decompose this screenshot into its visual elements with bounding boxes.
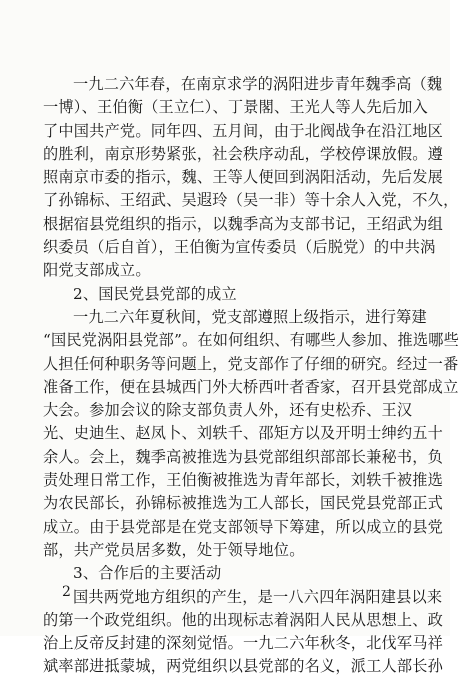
text-line: 的第一个政党组织。他的出现标志着涡阳人民从思想上、政 (43, 610, 444, 629)
text-line: 了孙锦标、王绍武、吴遐玲（吴一非）等十余人入党，不久， (43, 191, 459, 210)
text-line: 阳党支部成立。 (43, 261, 151, 280)
text-line: 织委员（后自首），王伯衡为宣传委员（后脱党）的中共涡 (43, 238, 436, 257)
text-line: 人担任何种职务等问题上，党支部作了仔细的研究。经过一番 (43, 354, 459, 373)
text-line: 国共两党地方组织的产生，是一八六四年涡阳建县以来 (73, 587, 443, 606)
text-line: 照南京市委的指示，魏、王等人便回到涡阳活动，先后发展 (43, 168, 444, 187)
text-line: 为农民部长，孙锦标被推选为工人部长，国民党县党部正式 (43, 494, 444, 513)
section-heading-3: 3、合作后的主要活动 (73, 564, 222, 583)
text-line: “国民党涡阳县党部”。在如何组织、有哪些人参加、推选哪些 (43, 331, 459, 350)
text-line: 大会。参加会议的除支部负责人外，还有史松乔、王汉 (43, 401, 413, 420)
text-line: 成立。由于县党部是在党支部领导下筹建，所以成立的县党 (43, 517, 444, 536)
text-line: 的胜利，南京形势紧张，社会秩序动乱，学校停课放假。遵 (43, 144, 444, 163)
text-line: 余人。会上，魏季高被推选为县党部组织部部长兼秘书，负 (43, 447, 444, 466)
paragraph-1 (43, 73, 459, 283)
text-line: 责处理日常工作，王伯衡被推选为青年部长，刘轶千被推选 (43, 471, 444, 490)
body-text (43, 73, 459, 679)
paragraph-3 (43, 586, 444, 679)
text-line: 部，共产党员居多数，处于领导地位。 (43, 540, 305, 559)
text-line: 一博）、王伯衡（王立仁）、丁景閣、王光人等人先后加入 (43, 98, 428, 117)
text-line: 治上反帝反封建的深刻觉悟。一九二六年秋冬，北伐军马祥 (43, 634, 444, 653)
text-line: 光、史迪生、赵凤卜、刘轶千、邵矩方以及开明士绅约五十 (43, 424, 444, 443)
text-line: 根据宿县党组织的指示，以魏季高为支部书记，王绍武为组 (43, 214, 444, 233)
section-heading-2: 2、国民党县党部的成立 (73, 284, 237, 303)
text-line: 准备工作，便在县城西门外大桥西叶者香家，召开县党部成立 (43, 377, 459, 396)
text-line: 一九二六年春，在南京求学的涡阳进步青年魏季高（魏 (73, 75, 443, 93)
text-line: 了中国共产党。同年四、五月间，由于北阀战争在沿江地区 (43, 121, 444, 140)
text-line: 一九二六年夏秋间，党支部遵照上级指示，进行筹建 (73, 307, 427, 326)
text-line: 斌率部进抵蒙城，两党组织以县党部的名义，派工人部长孙 (43, 657, 444, 676)
paragraph-2 (43, 306, 459, 562)
page-number: 2 (62, 584, 71, 600)
